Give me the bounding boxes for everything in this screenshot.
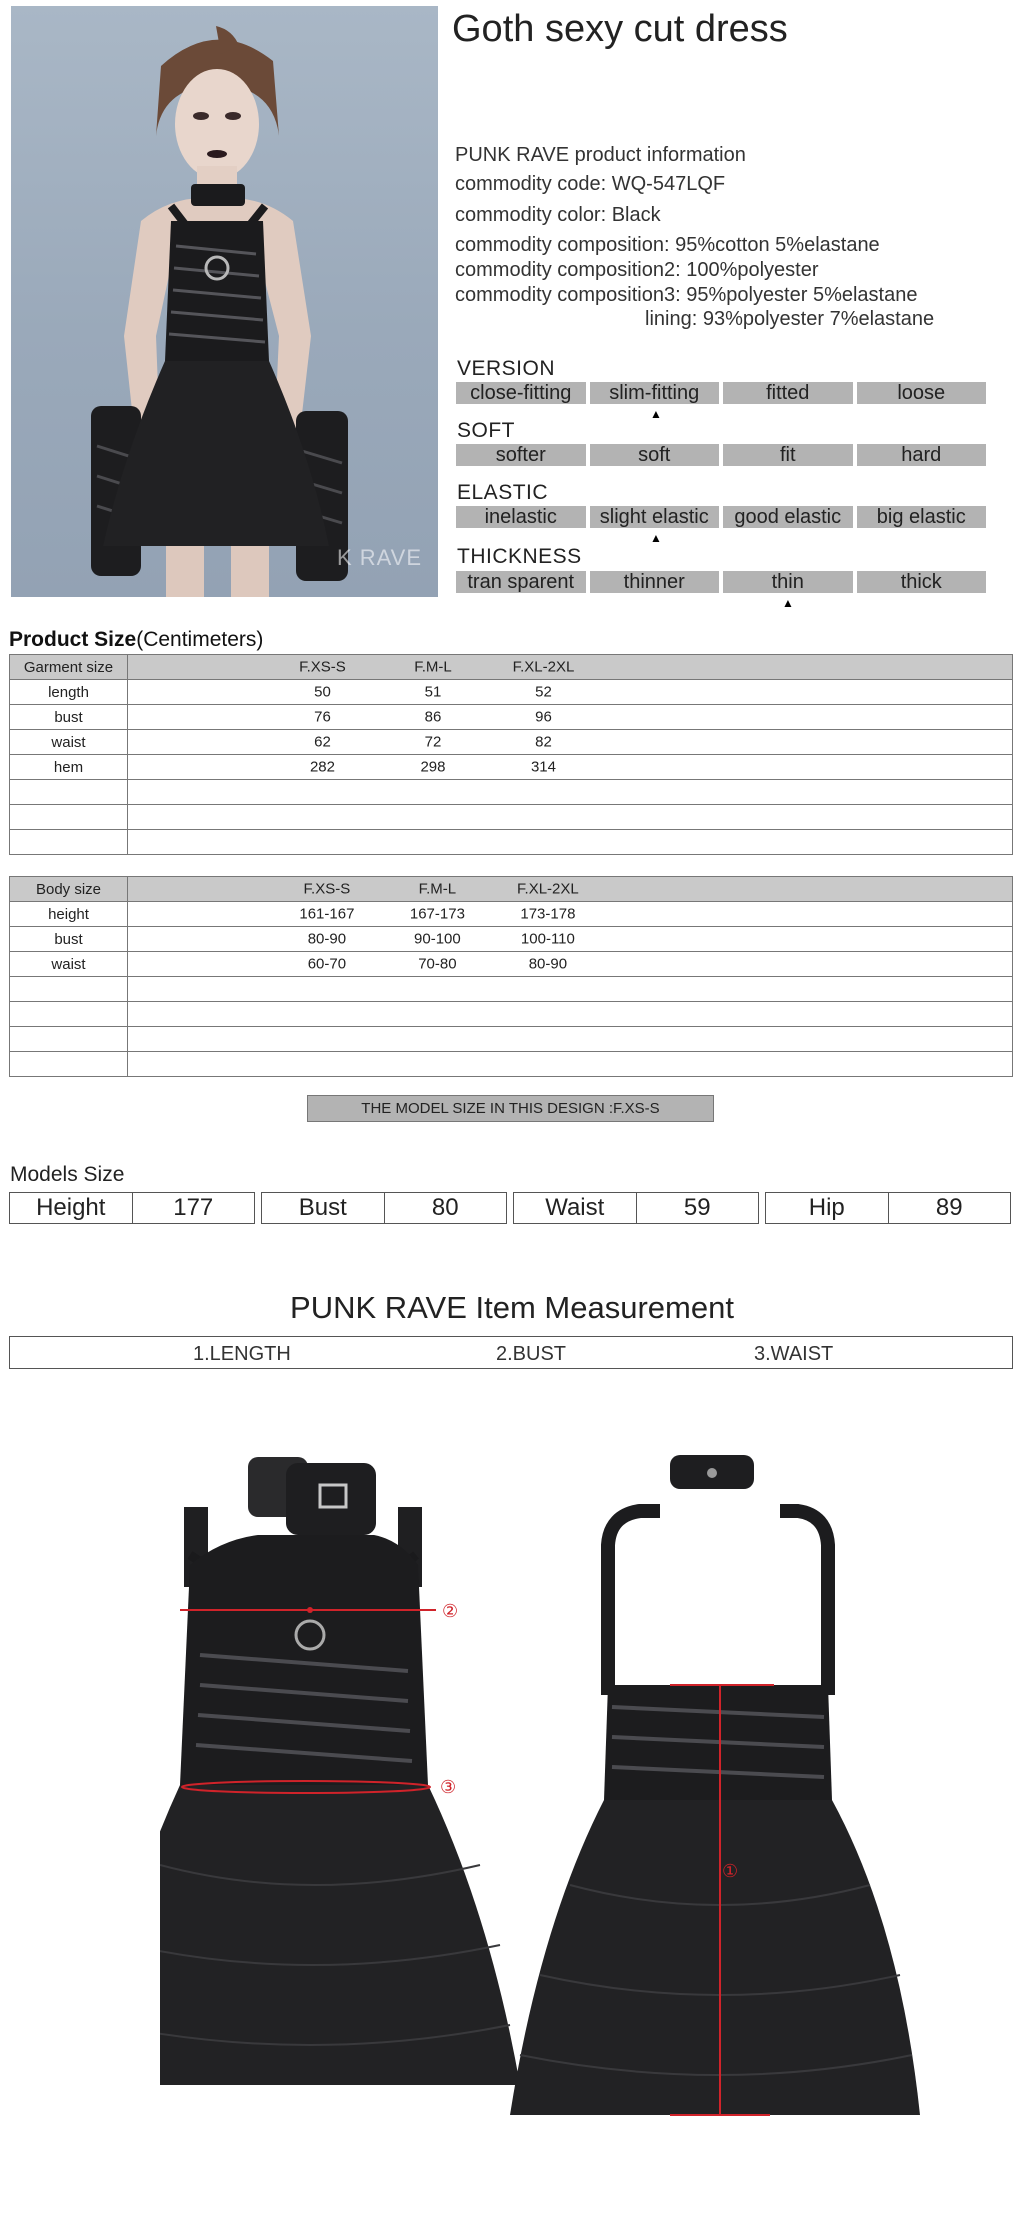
attr-option: slight elastic (590, 506, 720, 528)
attr-option: fitted (723, 382, 853, 404)
attr-option: thinner (590, 571, 720, 593)
product-title: Goth sexy cut dress (452, 8, 788, 50)
attr-soft-bar (456, 444, 986, 466)
measurement-title: PUNK RAVE Item Measurement (290, 1290, 734, 1325)
selected-marker-thickness: ▲ (782, 596, 794, 610)
attr-option: softer (456, 444, 586, 466)
attr-thickness-bar (456, 571, 986, 593)
attr-option: soft (590, 444, 720, 466)
col-m-l: F.M-L (418, 880, 457, 898)
legend-bust: 2.BUST (496, 1343, 567, 1365)
lining: lining: 93%polyester 7%elastane (645, 308, 935, 330)
attr-option: thick (857, 571, 987, 593)
commodity-code: commodity code: WQ-547LQF (455, 173, 726, 195)
bust-callout: ② (442, 1601, 459, 1622)
table-row: bust 76 86 96 (10, 705, 1013, 730)
model-height: Height 177 (9, 1192, 255, 1224)
model-bust: Bust 80 (261, 1192, 507, 1224)
attr-option: slim-fitting (590, 382, 720, 404)
table-row-empty (10, 780, 1013, 805)
selected-marker-version: ▲ (650, 407, 662, 421)
col-m-l: F.M-L (414, 658, 452, 676)
table-row-empty (10, 830, 1013, 855)
table-row-empty (10, 805, 1013, 830)
garment-size-header: Garment size (10, 655, 128, 680)
composition-3: commodity composition3: 95%polyester 5%elastane (455, 284, 918, 306)
commodity-color: commodity color: Black (455, 204, 661, 226)
body-size-table (9, 876, 1013, 1077)
length-callout: ① (722, 1861, 739, 1882)
table-row-empty (10, 1027, 1013, 1052)
attr-option: close-fitting (456, 382, 586, 404)
dress-back (510, 1455, 920, 2115)
attr-version-title: VERSION (457, 357, 556, 380)
dress-front-back-drawing (160, 1445, 960, 2135)
legend-waist: 3.WAIST (754, 1343, 834, 1365)
model-size-note: THE MODEL SIZE IN THIS DESIGN :F.XS-S (307, 1095, 714, 1122)
table-row-empty (10, 1052, 1013, 1077)
attr-option: loose (857, 382, 987, 404)
table-row-empty (10, 1002, 1013, 1027)
attr-elastic-title: ELASTIC (457, 481, 549, 504)
garment-size-table (9, 654, 1013, 855)
attr-option: thin (723, 571, 853, 593)
col-xl-2xl: F.XL-2XL (517, 880, 579, 898)
table-row-empty (10, 977, 1013, 1002)
col-xl-2xl: F.XL-2XL (512, 658, 575, 676)
measurement-legend (9, 1336, 1013, 1369)
table-row: length 50 51 52 (10, 680, 1013, 705)
dress-measurement-figures (160, 1445, 960, 2140)
model-hip: Hip 89 (765, 1192, 1011, 1224)
attr-soft-title: SOFT (457, 419, 515, 442)
brand-line: PUNK RAVE product information (455, 144, 746, 166)
waist-callout: ③ (440, 1777, 457, 1798)
attr-option: big elastic (857, 506, 987, 528)
model-photo (11, 6, 438, 597)
legend-length: 1.LENGTH (193, 1343, 291, 1365)
attr-option: hard (857, 444, 987, 466)
attr-option: fit (723, 444, 853, 466)
body-size-header: Body size (10, 877, 128, 902)
attr-option: good elastic (723, 506, 853, 528)
attr-option: inelastic (456, 506, 586, 528)
attr-option: tran sparent (456, 571, 586, 593)
brand-watermark: K RAVE (336, 545, 422, 570)
dress-front (160, 1457, 520, 2085)
selected-marker-elastic: ▲ (650, 531, 662, 545)
table-row: bust 80-90 90-100 100-110 (10, 927, 1013, 952)
table-row: hem 282 298 314 (10, 755, 1013, 780)
attr-version-bar (456, 382, 986, 404)
col-xs-s: F.XS-S (303, 880, 351, 898)
table-row: waist 60-70 70-80 80-90 (10, 952, 1013, 977)
table-row: waist 62 72 82 (10, 730, 1013, 755)
table-row: height 161-167 167-173 173-178 (10, 902, 1013, 927)
attr-elastic-bar (456, 506, 986, 528)
models-size-title: Models Size (10, 1163, 125, 1186)
composition-2: commodity composition2: 100%polyester (455, 259, 819, 281)
model-waist: Waist 59 (513, 1192, 759, 1224)
attr-thickness-title: THICKNESS (457, 545, 582, 568)
product-size-title: Product Size(Centimeters) (9, 628, 264, 651)
model-figure (11, 6, 438, 597)
col-xs-s: F.XS-S (299, 658, 346, 676)
composition-1: commodity composition: 95%cotton 5%elastane (455, 234, 880, 256)
